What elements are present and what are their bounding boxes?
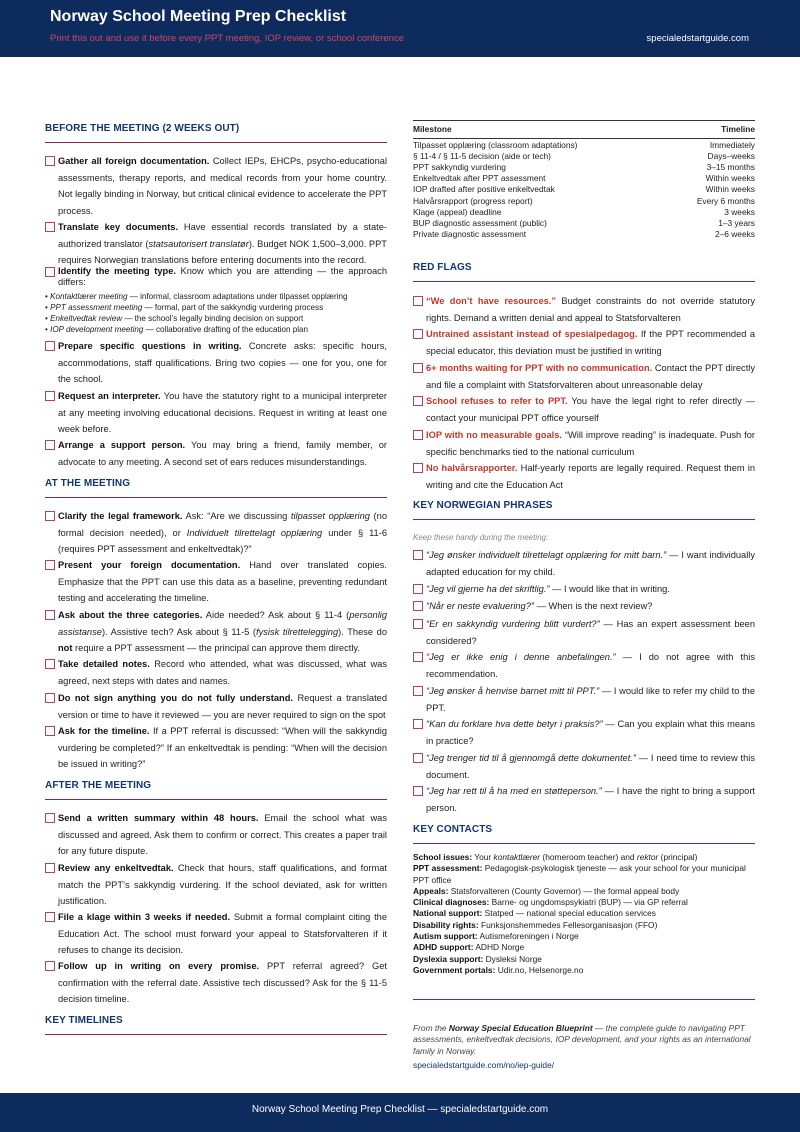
section-key-timelines xyxy=(45,1015,387,1035)
phrase-item[interactable]: “Jeg ønsker å henvise barnet mitt til PPT.” — I would like to refer my child to the PPT. xyxy=(413,683,755,716)
contact-row: School issues: Your kontaktlærer (homeroom teacher) and rektor (principal) xyxy=(413,852,698,862)
red-flag-item[interactable]: 6+ months waiting for PPT with no communication. Contact the PPT directly and file a complaint with Statsforvalteren about unreasonable delay xyxy=(413,360,755,393)
contact-row: Appeals: Statsforvalteren (County Governor) — the formal appeal body xyxy=(413,885,680,896)
phrase-item[interactable]: “Kan du forklare hva dette betyr i praksis?” — Can you explain what this means in practice? xyxy=(413,716,755,749)
checklist-item[interactable]: Gather all foreign documentation. Collect IEPs, EHCPs, psycho-educational assessments, therapy reports, and medical records from your home country. Not legally binding in Norway, but critical clinical evidence to accelerate the PPT process. xyxy=(45,153,387,219)
checklist-item[interactable]: Take detailed notes. Record who attended, what was discussed, what was agreed, next steps with dates and names. xyxy=(45,656,387,689)
section-title: KEY TIMELINES xyxy=(45,1015,387,1035)
column-header-milestone: Milestone xyxy=(413,124,452,134)
section-red-flags xyxy=(413,262,755,282)
contact-row: Disability rights: Funksjonshemmedes Fellesorganisasjon (FFO) xyxy=(413,919,658,930)
list-item: • PPT assessment meeting — formal, part of the sakkyndig vurdering process xyxy=(45,303,324,312)
checkbox[interactable] xyxy=(413,550,423,560)
checkbox[interactable] xyxy=(413,430,423,440)
checkbox[interactable] xyxy=(45,693,55,703)
table-row: Private diagnostic assessment 2–6 weeks xyxy=(413,228,755,239)
checklist-item[interactable]: Clarify the legal framework. Ask: “Are we discussing tilpasset opplæring (no formal decision needed), or Individuelt tilrettelagt opplæring under § 11-6 (requires PPT assessment and enkeltvedtak)?” xyxy=(45,508,387,558)
checklist-item[interactable]: Present your foreign documentation. Hand over translated copies. Emphasize that the PPT can use this data as a baseline, preventing redundant testing and accelerating the timeline. xyxy=(45,557,387,607)
header-site-link[interactable]: specialedstartguide.com xyxy=(646,33,749,44)
checkbox[interactable] xyxy=(45,726,55,736)
list-item: • Enkeltvedtak review — the school’s legally binding decision on support xyxy=(45,314,304,323)
checkbox[interactable] xyxy=(45,267,55,277)
checklist-item[interactable]: Ask about the three categories. Aide needed? Ask about § 11-4 (personlig assistanse). Assistive tech? Ask about § 11-5 (fysisk tilrettelegging). These do not require a PPT assessment — the principal can approve them directly. xyxy=(45,607,387,657)
checkbox[interactable] xyxy=(45,341,55,351)
phrase-item[interactable]: “Når er neste evaluering?” — When is the next review? xyxy=(413,598,755,615)
checkbox[interactable] xyxy=(413,619,423,629)
guide-blurb: From the Norway Special Education Blueprint — the complete guide to navigating PPT assessments, enkeltvedtak decisions, IOP development, and your rights as an international family in Norway. xyxy=(413,1023,751,1056)
checklist-item[interactable]: Translate key documents. Have essential records translated by a state-authorized translator (statsautorisert translatør). Budget NOK 1,500–3,000. PPT requires Norwegian translations before entering documents into the record. xyxy=(45,219,387,269)
contacts-list xyxy=(413,852,755,976)
timeline-table xyxy=(413,120,755,240)
checkbox[interactable] xyxy=(413,584,423,594)
checkbox[interactable] xyxy=(413,363,423,373)
phrase-item[interactable]: “Jeg ønsker individuelt tilrettelagt opplæring for mitt barn.” — I want individually adapted education for my child. xyxy=(413,547,755,580)
phrase-item[interactable]: “Er en sakkyndig vurdering blitt vurdert?” — Has an expert assessment been considered? xyxy=(413,616,755,649)
phrase-item[interactable]: “Jeg er ikke enig i denne anbefalingen.” — I do not agree with this recommendation. xyxy=(413,649,755,682)
phrase-item[interactable]: “Jeg vil gjerne ha det skriftlig.” — I would like that in writing. xyxy=(413,581,755,598)
checkbox[interactable] xyxy=(413,686,423,696)
section-at-meeting xyxy=(45,478,387,498)
checklist-item[interactable]: File a klage within 3 weeks if needed. Submit a formal complaint citing the Education Act. The school must forward your appeal to Statsforvalteren if it refuses to change its decision. xyxy=(45,909,387,959)
checkbox[interactable] xyxy=(413,753,423,763)
checkbox[interactable] xyxy=(45,156,55,166)
contact-row: Government portals: Udir.no, Helsenorge.no xyxy=(413,964,584,975)
checkbox[interactable] xyxy=(45,560,55,570)
checkbox[interactable] xyxy=(413,719,423,729)
checkbox[interactable] xyxy=(45,610,55,620)
checkbox[interactable] xyxy=(413,652,423,662)
checklist-item[interactable]: Follow up in writing on every promise. PPT referral agreed? Get confirmation with the referral date. Assistive tech discussed? Ask for the § 11-5 decision timeline. xyxy=(45,958,387,1008)
checkbox[interactable] xyxy=(45,222,55,232)
contact-row: Clinical diagnoses: Barne- og ungdomspsykiatri (BUP) — via GP referral xyxy=(413,897,688,908)
checkbox[interactable] xyxy=(45,863,55,873)
checkbox[interactable] xyxy=(45,440,55,450)
table-row: BUP diagnostic assessment (public) 1–3 years xyxy=(413,217,755,228)
table-row: PPT sakkyndig vurdering 3–15 months xyxy=(413,162,755,173)
checkbox[interactable] xyxy=(413,329,423,339)
red-flag-item[interactable]: School refuses to refer to PPT. You have the legal right to refer directly — contact your municipal PPT office yourself xyxy=(413,393,755,426)
column-header-timeline: Timeline xyxy=(721,124,755,134)
section-title: RED FLAGS xyxy=(413,262,755,282)
table-row: Tilpasset opplæring (classroom adaptations) Immediately xyxy=(413,140,755,151)
red-flag-item[interactable]: IOP with no measurable goals. “Will improve reading” is inadequate. Push for specific benchmarks tied to the national curriculum xyxy=(413,427,755,460)
page-header xyxy=(0,0,800,57)
section-title: KEY NORWEGIAN PHRASES xyxy=(413,500,755,520)
contact-row: ADHD support: ADHD Norge xyxy=(413,942,525,953)
contact-row: National support: Statped — national special education services xyxy=(413,908,656,919)
contact-row: Dyslexia support: Dysleksi Norge xyxy=(413,953,542,964)
phrase-item[interactable]: “Jeg har rett til å ha med en støtteperson.” — I have the right to bring a support person. xyxy=(413,783,755,816)
checklist-item[interactable]: Identify the meeting type. Know which you are attending — the approach differs: xyxy=(45,266,387,288)
section-title: BEFORE THE MEETING (2 WEEKS OUT) xyxy=(45,123,387,143)
checklist-item[interactable]: Request an interpreter. You have the statutory right to a municipal interpreter at any meeting involving educational decisions. Request in writing at least one week before. xyxy=(45,388,387,438)
checkbox[interactable] xyxy=(45,659,55,669)
table-row: Halvårsrapport (progress report) Every 6 months xyxy=(413,195,755,206)
section-before-meeting xyxy=(45,123,387,143)
checkbox[interactable] xyxy=(413,463,423,473)
checkbox[interactable] xyxy=(45,391,55,401)
table-row: § 11-4 / § 11-5 decision (aide or tech) Days–weeks xyxy=(413,151,755,162)
red-flag-item[interactable]: “We don’t have resources.” Budget constraints do not override statutory rights. Demand a written denial and appeal to Statsforvalteren xyxy=(413,293,755,326)
checkbox[interactable] xyxy=(413,601,423,611)
checklist-item[interactable]: Ask for the timeline. If a PPT referral is discussed: “When will the sakkyndig vurdering be completed?” If an enkeltvedtak is pending: “When will the decision be issued in writing?” xyxy=(45,723,387,773)
section-phrases xyxy=(413,500,755,520)
checkbox[interactable] xyxy=(45,511,55,521)
contact-row: Autism support: Autismeforeningen i Norge xyxy=(413,931,579,942)
checkbox[interactable] xyxy=(413,786,423,796)
section-title: KEY CONTACTS xyxy=(413,824,755,844)
page-footer xyxy=(0,1093,800,1132)
page-title: Norway School Meeting Prep Checklist xyxy=(50,8,347,25)
red-flag-item[interactable]: No halvårsrapporter. Half-yearly reports are legally required. Request them in writing and cite the Education Act xyxy=(413,460,755,493)
section-after-meeting xyxy=(45,780,387,800)
section-title: AFTER THE MEETING xyxy=(45,780,387,800)
checkbox[interactable] xyxy=(413,396,423,406)
checkbox[interactable] xyxy=(45,961,55,971)
list-item: • IOP development meeting — collaborative drafting of the education plan xyxy=(45,325,309,334)
phrases-note: Keep these handy during the meeting: xyxy=(413,533,549,542)
red-flag-item[interactable]: Untrained assistant instead of spesialpedagog. If the PPT recommended a special educator, this deviation must be justified in writing xyxy=(413,326,755,359)
table-row: Enkeltvedtak after PPT assessment Within weeks xyxy=(413,173,755,184)
table-row: Klage (appeal) deadline 3 weeks xyxy=(413,206,755,217)
checklist-item[interactable]: Do not sign anything you do not fully understand. Request a translated version or time to have it reviewed — you are never required to sign on the spot xyxy=(45,690,387,723)
section-contacts xyxy=(413,824,755,844)
checklist-item[interactable]: Send a written summary within 48 hours. Email the school what was discussed and agreed. Ask them to confirm or correct. This creates a paper trail for any future dispute. xyxy=(45,810,387,860)
table-header xyxy=(413,120,755,139)
checkbox[interactable] xyxy=(413,296,423,306)
checkbox[interactable] xyxy=(45,813,55,823)
footer-text: Norway School Meeting Prep Checklist — specialedstartguide.com xyxy=(251,1104,549,1115)
divider xyxy=(413,999,755,1000)
contact-row: PPT assessment: Pedagogisk-psykologisk tjeneste — ask your school for your municipal PPT office xyxy=(413,863,746,885)
phrase-item[interactable]: “Jeg trenger tid til å gjennomgå dette dokumentet.” — I need time to review this document. xyxy=(413,750,755,783)
page-subtitle: Print this out and use it before every PPT meeting, IOP review, or school conference xyxy=(50,33,404,44)
guide-link[interactable]: specialedstartguide.com/no/iep-guide/ xyxy=(413,1060,555,1070)
section-title: AT THE MEETING xyxy=(45,478,387,498)
checklist-item[interactable]: Review any enkeltvedtak. Check that hours, staff qualifications, and format match the PPT’s sakkyndig vurdering. If the school deviated, ask for written justification. xyxy=(45,860,387,910)
meeting-type-list xyxy=(45,291,387,335)
list-item: • Kontaktlærer meeting — informal, classroom adaptations under tilpasset opplæring xyxy=(45,292,348,301)
checklist-item[interactable]: Arrange a support person. You may bring a friend, family member, or advocate to any meeting. A second set of ears reduces misunderstandings. xyxy=(45,437,387,470)
table-row: IOP drafted after positive enkeltvedtak Within weeks xyxy=(413,184,755,195)
checkbox[interactable] xyxy=(45,912,55,922)
checklist-item[interactable]: Prepare specific questions in writing. Concrete asks: specific hours, accommodations, staff qualifications. Bring two copies — one for you, one for the school. xyxy=(45,338,387,388)
